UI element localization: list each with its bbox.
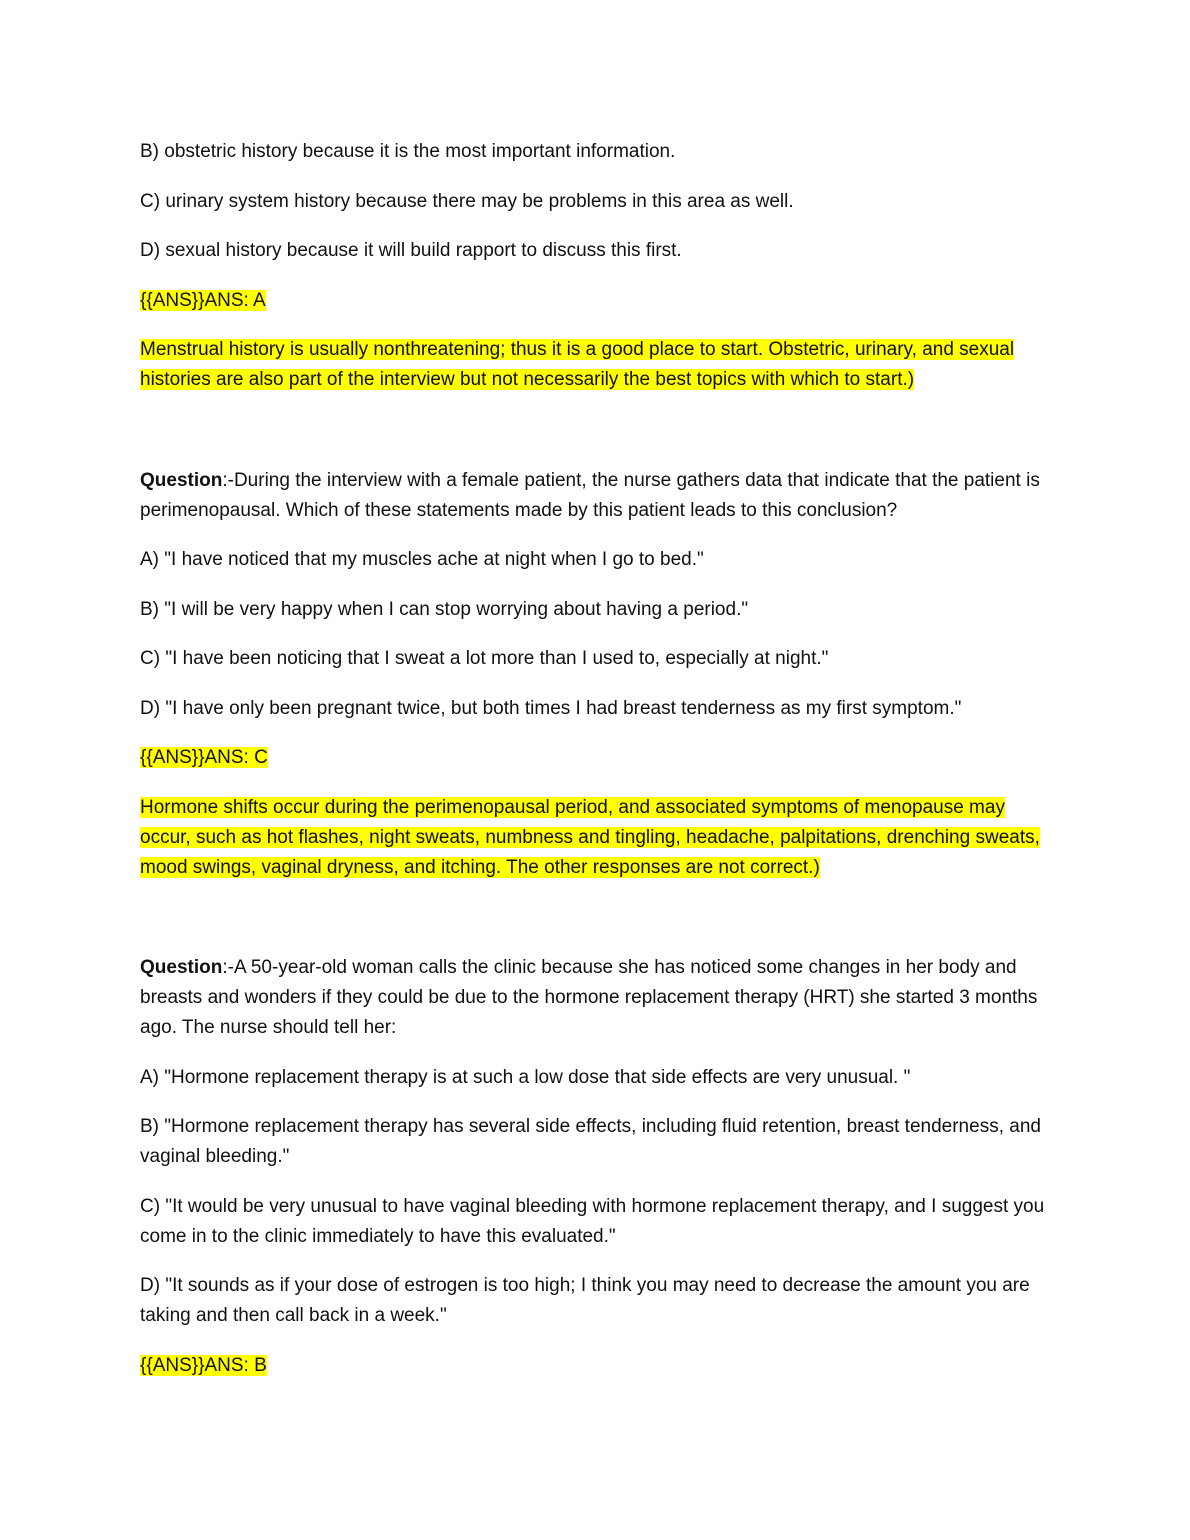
- question-text: :-A 50-year-old woman calls the clinic because she has noticed some changes in her body and breasts and wonders if they could be due to the hormone replacement therapy (HRT) she started 3 months ago. The nurse should tell her:: [140, 957, 1038, 1038]
- option-d: D) sexual history because it will build rapport to discuss this first.: [140, 240, 682, 261]
- rationale: [140, 335, 1050, 395]
- question-stem: [140, 953, 1050, 1043]
- rationale-highlight: Menstrual history is usually nonthreatening; thus it is a good place to start. Obstetric, urinary, and sexual histories are also part of the interview but not necessarily the best topics with which to start.): [140, 339, 1015, 390]
- document-page: [140, 137, 1050, 1400]
- answer-line: [140, 1351, 1050, 1381]
- answer-line: [140, 286, 1050, 316]
- option-b: B) obstetric history because it is the most important information.: [140, 141, 676, 162]
- answer-highlight: {{ANS}}ANS: B: [140, 1354, 267, 1376]
- rationale: [140, 793, 1050, 883]
- option-b: B) "I will be very happy when I can stop worrying about having a period.": [140, 598, 749, 620]
- question-spacer: [140, 415, 1050, 466]
- question-spacer: [140, 902, 1050, 953]
- answer-highlight: {{ANS}}ANS: C: [140, 747, 268, 768]
- question-label: Question: [140, 957, 223, 978]
- question-stem: [140, 466, 1050, 526]
- question-label: Question: [140, 469, 223, 491]
- rationale-highlight: Hormone shifts occur during the perimenopausal period, and associated symptoms of menopause may occur, such as hot flashes, night sweats, numbness and tingling, headache, palpitations, drenching sweats, mood swings, vaginal dryness, and itching. The other responses are not correct.): [140, 796, 1040, 878]
- option-d: D) "It sounds as if your dose of estrogen is too high; I think you may need to decrease the amount you are taking and then call back in a week.": [140, 1275, 1030, 1326]
- answer-line: [140, 743, 1050, 773]
- question-text: :-During the interview with a female patient, the nurse gathers data that indicate that the patient is perimenopausal. Which of these statements made by this patient leads to this conclusion?: [140, 469, 1040, 521]
- option-b: B) "Hormone replacement therapy has several side effects, including fluid retention, breast tenderness, and vaginal bleeding.": [140, 1116, 1041, 1167]
- option-a: A) "Hormone replacement therapy is at such a low dose that side effects are very unusual. ": [140, 1066, 911, 1088]
- answer-highlight: {{ANS}}ANS: A: [140, 289, 266, 311]
- option-c: C) urinary system history because there may be problems in this area as well.: [140, 190, 794, 212]
- option-c: C) "It would be very unusual to have vaginal bleeding with hormone replacement therapy, and I suggest you come in to the clinic immediately to have this evaluated.": [140, 1195, 1045, 1247]
- option-d: D) "I have only been pregnant twice, but both times I had breast tenderness as my first symptom.": [140, 697, 962, 719]
- option-a: A) "I have noticed that my muscles ache at night when I go to bed.": [140, 549, 704, 570]
- option-c: C) "I have been noticing that I sweat a lot more than I used to, especially at night.": [140, 648, 829, 669]
